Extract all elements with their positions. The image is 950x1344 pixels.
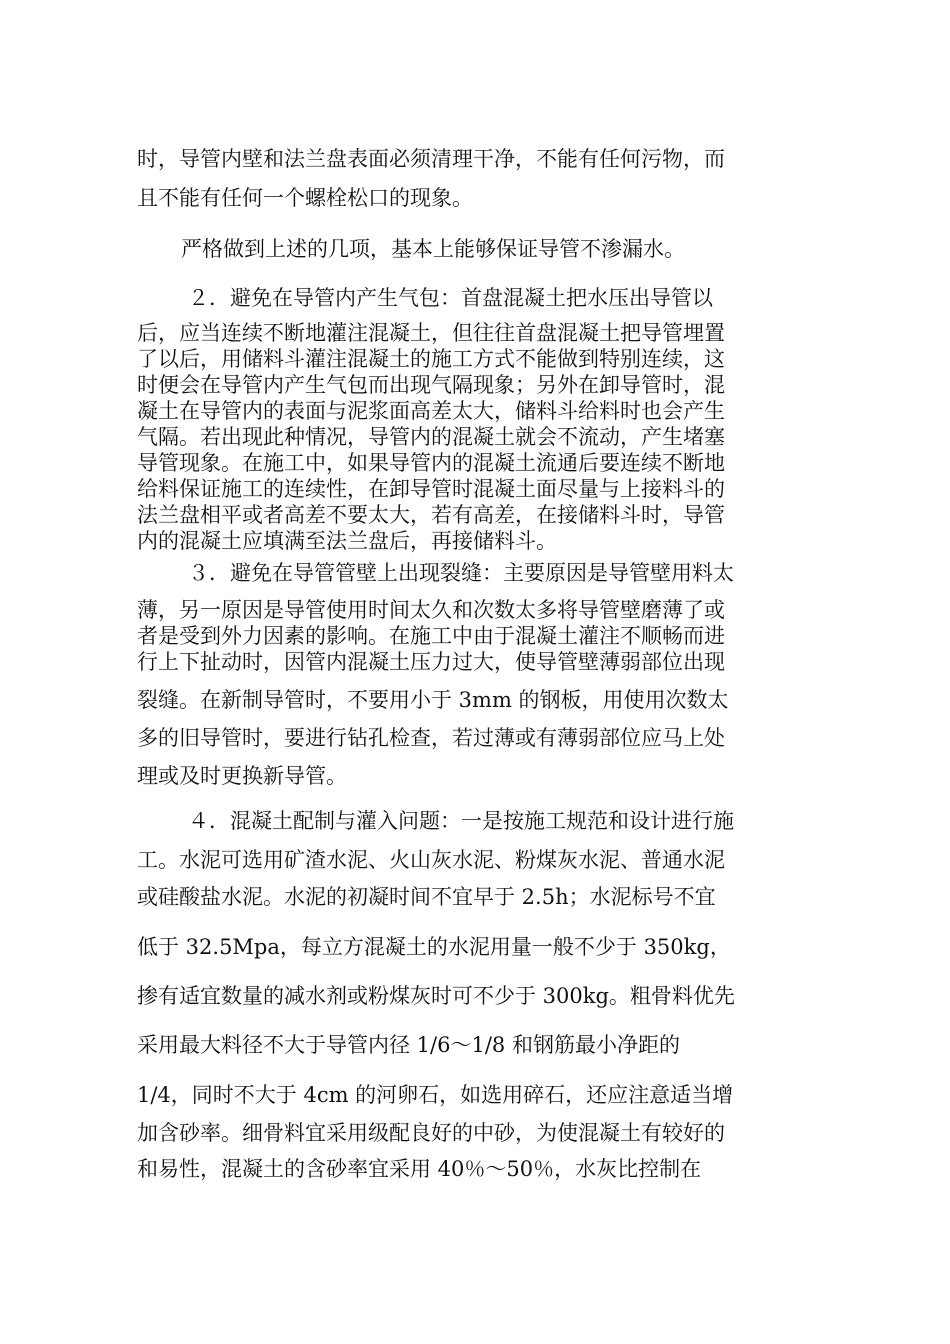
- text-line: 后，应当连续不断地灌注混凝土，但往往首盘混凝土把导管埋置: [137, 321, 725, 345]
- text-line: 裂缝。在新制导管时，不要用小于 3mm 的钢板，用使用次数太: [137, 688, 729, 712]
- text-line: 导管现象。在施工中，如果导管内的混凝土流通后要连续不断地: [137, 451, 725, 475]
- section-heading-3: ３．避免在导管管壁上出现裂缝：主要原因是导管壁用料太: [188, 561, 734, 585]
- text-line: 了以后，用储料斗灌注混凝土的施工方式不能做到特别连续，这: [137, 347, 725, 371]
- text-line: 时，导管内壁和法兰盘表面必须清理干净，不能有任何污物，而: [137, 147, 725, 171]
- text-line: 法兰盘相平或者高差不要太大，若有高差，在接储料斗时，导管: [137, 503, 725, 527]
- text-line: 采用最大料径不大于导管内径 1/6～1/8 和钢筋最小净距的: [137, 1033, 680, 1057]
- text-line: 和易性，混凝土的含砂率宜采用 40％～50％，水灰比控制在: [137, 1157, 702, 1181]
- text-line: 工。水泥可选用矿渣水泥、火山灰水泥、粉煤灰水泥、普通水泥: [137, 848, 725, 872]
- text-line: 或硅酸盐水泥。水泥的初凝时间不宜早于 2.5h；水泥标号不宜: [137, 885, 716, 909]
- text-line: 给料保证施工的连续性，在卸导管时混凝土面尽量与上接料斗的: [137, 477, 725, 501]
- section-heading-2: ２．避免在导管内产生气包：首盘混凝土把水压出导管以: [188, 286, 713, 310]
- text-line: 理或及时更换新导管。: [137, 764, 347, 788]
- text-line: 时便会在导管内产生气包而出现气隔现象；另外在卸导管时，混: [137, 373, 725, 397]
- text-line: 者是受到外力因素的影响。在施工中由于混凝土灌注不顺畅而进: [137, 624, 725, 648]
- text-line: 气隔。若出现此种情况，导管内的混凝土就会不流动，产生堵塞: [137, 425, 725, 449]
- section-heading-4: ４．混凝土配制与灌入问题：一是按施工规范和设计进行施: [188, 809, 734, 833]
- text-line: 掺有适宜数量的减水剂或粉煤灰时可不少于 300kg。粗骨料优先: [137, 984, 735, 1008]
- text-line: 行上下扯动时，因管内混凝土压力过大，使导管壁薄弱部位出现: [137, 650, 725, 674]
- text-line: 内的混凝土应填满至法兰盘后，再接储料斗。: [137, 529, 557, 553]
- text-line: 薄，另一原因是导管使用时间太久和次数太多将导管壁磨薄了或: [137, 598, 725, 622]
- text-line: 1/4，同时不大于 4cm 的河卵石，如选用碎石，还应注意适当增: [137, 1083, 734, 1107]
- text-line: 多的旧导管时，要进行钻孔检查，若过薄或有薄弱部位应马上处: [137, 726, 725, 750]
- text-line: 加含砂率。细骨料宜采用级配良好的中砂，为使混凝土有较好的: [137, 1121, 725, 1145]
- text-line: 且不能有任何一个螺栓松口的现象。: [137, 186, 473, 210]
- text-line: 凝土在导管内的表面与泥浆面高差太大，储料斗给料时也会产生: [137, 399, 725, 423]
- text-line: 低于 32.5Mpa，每立方混凝土的水泥用量一般不少于 350kg，: [137, 935, 731, 959]
- text-line: 严格做到上述的几项，基本上能够保证导管不渗漏水。: [181, 237, 685, 261]
